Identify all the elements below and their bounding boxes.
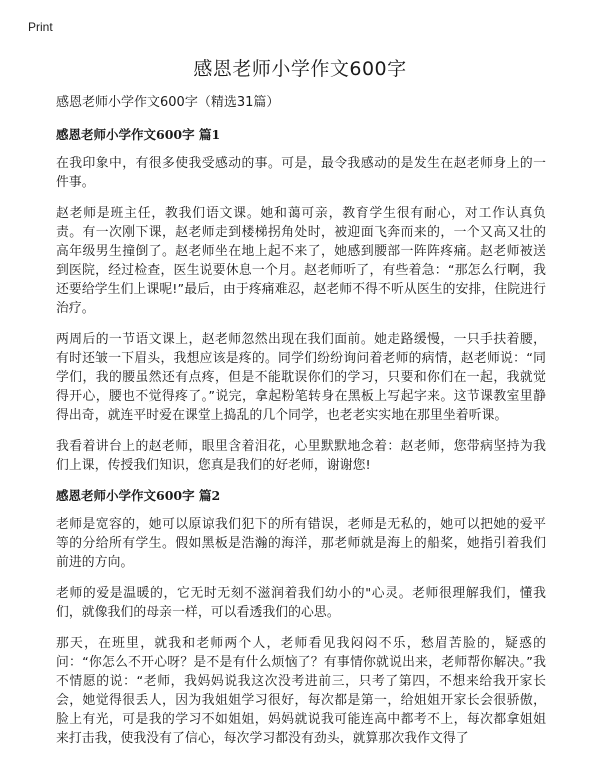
paragraph: 老师是宽容的，她可以原谅我们犯下的所有错误，老师是无私的，她可以把她的爱平等的分给所有学生。假如黑板是浩瀚的海洋，那老师就是海上的船桨，她指引着我们前进的方向。	[56, 517, 546, 570]
paragraph: 在我印象中，有很多使我受感动的事。可是，最令我感动的是发生在赵老师身上的一件事。	[56, 156, 546, 190]
paragraph: 那天，在班里，就我和老师两个人，老师看见我闷闷不乐，愁眉苦脸的，疑惑的问：“你怎么不开心呀？是不是有什么烦恼了？有事情你就说出来，老师帮你解决。”我不情愿的说：“老师，我妈妈说我这次没考进前三，只考了第四，不想来给我开家长会，她觉得很丢人，因为我姐姐学习很好，每次都是第一，给姐姐开家长会很骄傲，脸上有光，可是我的学习不如姐姐，妈妈就说我可能连高中都考不上，每次都拿姐姐来打击我，使我没有了信心，每次学习都没有劲头，就算那次我作文得了	[56, 636, 546, 746]
paragraph: 老师的爱是温暖的，它无时无刻不滋润着我们幼小的"心灵。老师很理解我们，懂我们，就像我们的母亲一样，可以看透我们的心思。	[56, 586, 546, 620]
section-2	[56, 487, 546, 748]
paragraph: 我看着讲台上的赵老师，眼里含着泪花，心里默默地念着：赵老师，您带病坚持为我们上课，传授我们知识，您真是我们的好老师，谢谢您!	[56, 439, 546, 473]
document-subtitle: 感恩老师小学作文600字（精选31篇）	[56, 95, 280, 110]
section-heading: 感恩老师小学作文600字 篇2	[56, 488, 221, 503]
section-1	[56, 126, 546, 475]
document-title: 感恩老师小学作文600字	[193, 58, 407, 80]
section-heading: 感恩老师小学作文600字 篇1	[56, 127, 221, 142]
paragraph: 赵老师是班主任，教我们语文课。她和蔼可亲，教育学生很有耐心，对工作认真负责。有一次刚下课，赵老师走到楼梯拐角处时，被迎面飞奔而来的，一个又高又壮的高年级男生撞倒了。赵老师坐在地上起不来了，她感到腰部一阵阵疼痛。赵老师被送到医院，经过检查，医生说要休息一个月。赵老师听了，有些着急：“那怎么行啊，我还要给学生们上课呢!”最后，由于疼痛难忍，赵老师不得不听从医生的安排，住院进行治疗。	[56, 206, 546, 316]
paragraph: 两周后的一节语文课上，赵老师忽然出现在我们面前。她走路缓慢，一只手扶着腰，有时还皱一下眉头，我想应该是疼的。同学们纷纷询问着老师的病情，赵老师说：“同学们，我的腰虽然还有点疼，但是不能耽误你们的学习，只要和你们在一起，我就觉得开心，腰也不觉得疼了。”说完，拿起粉笔转身在黑板上写起字来。这节课教室里静得出奇，就连平时爱在课堂上捣乱的几个同学，也老老实实地在那里坐着听课。	[56, 332, 546, 423]
print-link[interactable]: Print	[28, 20, 53, 34]
document-body	[56, 94, 546, 760]
